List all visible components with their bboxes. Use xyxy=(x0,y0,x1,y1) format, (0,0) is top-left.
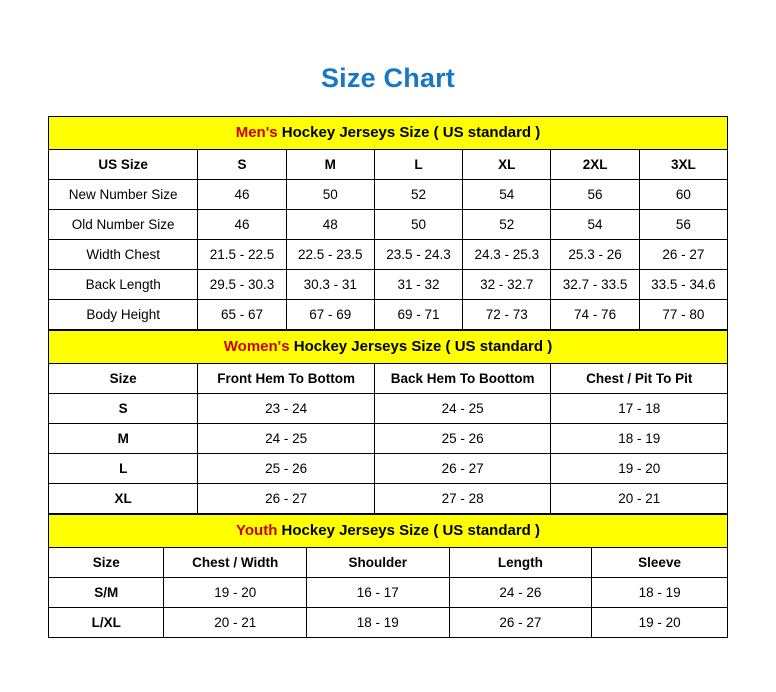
youth-row-0-label: S/M xyxy=(49,577,164,607)
mens-row-3-v5: 33.5 - 34.6 xyxy=(639,269,727,299)
mens-col-4: XL xyxy=(463,149,551,179)
youth-row-1-label: L/XL xyxy=(49,607,164,637)
mens-row-2-v2: 23.5 - 24.3 xyxy=(374,239,462,269)
womens-row-0-v0: 23 - 24 xyxy=(198,393,375,423)
youth-col-1: Chest / Width xyxy=(164,547,307,577)
youth-col-2: Shoulder xyxy=(307,547,450,577)
table-row xyxy=(49,209,728,239)
womens-header-accent: Women's xyxy=(223,338,290,356)
mens-section-header xyxy=(49,116,728,149)
womens-col-0: Size xyxy=(49,363,198,393)
youth-header-cell xyxy=(49,514,728,547)
womens-row-2-v1: 26 - 27 xyxy=(374,453,551,483)
womens-row-1-label: M xyxy=(49,423,198,453)
mens-row-4-v5: 77 - 80 xyxy=(639,299,727,329)
table-row xyxy=(49,239,728,269)
womens-row-3-label: XL xyxy=(49,483,198,513)
mens-row-3-v2: 31 - 32 xyxy=(374,269,462,299)
mens-row-4-v1: 67 - 69 xyxy=(286,299,374,329)
table-row xyxy=(49,423,728,453)
size-tables-wrapper xyxy=(48,116,728,638)
womens-row-2-label: L xyxy=(49,453,198,483)
youth-size-table xyxy=(48,514,728,638)
mens-row-3-v3: 32 - 32.7 xyxy=(463,269,551,299)
womens-col-3: Chest / Pit To Pit xyxy=(551,363,728,393)
mens-row-4-v4: 74 - 76 xyxy=(551,299,639,329)
mens-row-1-v4: 54 xyxy=(551,209,639,239)
mens-row-0-v4: 56 xyxy=(551,179,639,209)
mens-row-1-label: Old Number Size xyxy=(49,209,198,239)
mens-row-3-label: Back Length xyxy=(49,269,198,299)
table-row xyxy=(49,269,728,299)
womens-row-0-v2: 17 - 18 xyxy=(551,393,728,423)
table-row xyxy=(49,607,728,637)
mens-header-accent: Men's xyxy=(235,124,278,142)
youth-row-1-v3: 19 - 20 xyxy=(592,607,728,637)
womens-column-headers xyxy=(49,363,728,393)
youth-section-header xyxy=(49,514,728,547)
table-row xyxy=(49,393,728,423)
mens-row-1-v1: 48 xyxy=(286,209,374,239)
mens-row-2-v5: 26 - 27 xyxy=(639,239,727,269)
mens-header-rest: Hockey Jerseys Size ( US standard ) xyxy=(277,124,541,142)
youth-row-0-v3: 18 - 19 xyxy=(592,577,728,607)
womens-section-header xyxy=(49,330,728,363)
mens-row-2-v4: 25.3 - 26 xyxy=(551,239,639,269)
womens-size-table xyxy=(48,330,728,514)
womens-row-3-v0: 26 - 27 xyxy=(198,483,375,513)
table-row xyxy=(49,483,728,513)
womens-header-cell xyxy=(49,330,728,363)
mens-row-2-v3: 24.3 - 25.3 xyxy=(463,239,551,269)
womens-row-0-v1: 24 - 25 xyxy=(374,393,551,423)
mens-col-1: S xyxy=(198,149,286,179)
mens-row-2-v1: 22.5 - 23.5 xyxy=(286,239,374,269)
mens-header-cell xyxy=(49,116,728,149)
mens-column-headers xyxy=(49,149,728,179)
womens-row-3-v1: 27 - 28 xyxy=(374,483,551,513)
mens-row-4-v3: 72 - 73 xyxy=(463,299,551,329)
mens-row-1-v3: 52 xyxy=(463,209,551,239)
womens-row-1-v1: 25 - 26 xyxy=(374,423,551,453)
table-row xyxy=(49,179,728,209)
mens-row-0-v1: 50 xyxy=(286,179,374,209)
mens-row-4-label: Body Height xyxy=(49,299,198,329)
page-title: Size Chart xyxy=(320,63,456,93)
womens-row-2-v2: 19 - 20 xyxy=(551,453,728,483)
mens-row-4-v2: 69 - 71 xyxy=(374,299,462,329)
youth-header-accent: Youth xyxy=(236,522,278,540)
mens-row-0-v0: 46 xyxy=(198,179,286,209)
womens-col-2: Back Hem To Boottom xyxy=(374,363,551,393)
mens-col-2: M xyxy=(286,149,374,179)
womens-col-1: Front Hem To Bottom xyxy=(198,363,375,393)
table-row xyxy=(49,299,728,329)
youth-row-0-v2: 24 - 26 xyxy=(449,577,592,607)
mens-col-0: US Size xyxy=(49,149,198,179)
womens-row-2-v0: 25 - 26 xyxy=(198,453,375,483)
womens-row-1-v2: 18 - 19 xyxy=(551,423,728,453)
mens-col-3: L xyxy=(374,149,462,179)
youth-row-0-v1: 16 - 17 xyxy=(307,577,450,607)
table-row xyxy=(49,577,728,607)
mens-row-2-v0: 21.5 - 22.5 xyxy=(198,239,286,269)
youth-col-3: Length xyxy=(449,547,592,577)
womens-header-rest: Hockey Jerseys Size ( US standard ) xyxy=(289,338,553,356)
womens-row-1-v0: 24 - 25 xyxy=(198,423,375,453)
mens-row-1-v2: 50 xyxy=(374,209,462,239)
youth-column-headers xyxy=(49,547,728,577)
mens-col-5: 2XL xyxy=(551,149,639,179)
youth-row-1-v2: 26 - 27 xyxy=(449,607,592,637)
table-row xyxy=(49,453,728,483)
mens-row-3-v1: 30.3 - 31 xyxy=(286,269,374,299)
youth-row-0-v0: 19 - 20 xyxy=(164,577,307,607)
mens-row-1-v0: 46 xyxy=(198,209,286,239)
youth-header-rest: Hockey Jerseys Size ( US standard ) xyxy=(277,522,540,540)
youth-col-4: Sleeve xyxy=(592,547,728,577)
mens-row-4-v0: 65 - 67 xyxy=(198,299,286,329)
youth-row-1-v0: 20 - 21 xyxy=(164,607,307,637)
mens-row-3-v4: 32.7 - 33.5 xyxy=(551,269,639,299)
mens-row-0-v2: 52 xyxy=(374,179,462,209)
mens-row-3-v0: 29.5 - 30.3 xyxy=(198,269,286,299)
womens-row-0-label: S xyxy=(49,393,198,423)
womens-row-3-v2: 20 - 21 xyxy=(551,483,728,513)
mens-size-table xyxy=(48,116,728,330)
mens-col-6: 3XL xyxy=(639,149,727,179)
mens-row-2-label: Width Chest xyxy=(49,239,198,269)
youth-row-1-v1: 18 - 19 xyxy=(307,607,450,637)
mens-row-1-v5: 56 xyxy=(639,209,727,239)
mens-row-0-v3: 54 xyxy=(463,179,551,209)
mens-row-0-v5: 60 xyxy=(639,179,727,209)
mens-row-0-label: New Number Size xyxy=(49,179,198,209)
youth-col-0: Size xyxy=(49,547,164,577)
